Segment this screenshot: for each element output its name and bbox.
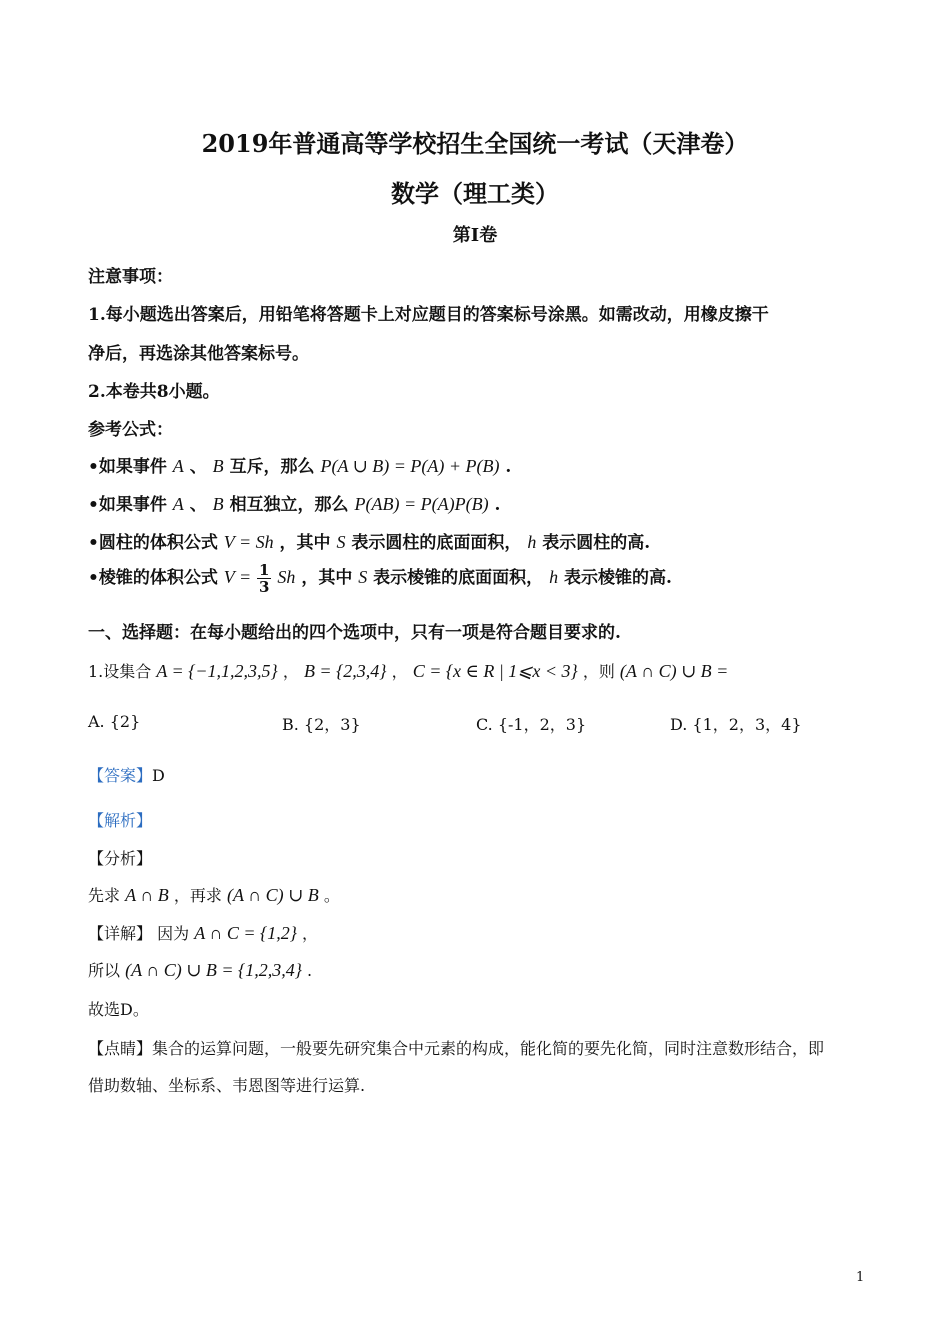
question-expression: (A ∩ C) ∪ B = <box>619 661 729 681</box>
math-var: A <box>172 456 184 476</box>
formula-text: 表示棱锥的高. <box>564 568 672 588</box>
math-expression: Sh <box>277 567 296 587</box>
analysis-text: 先求 <box>88 886 121 905</box>
notice-item-2: 2.本卷共8小题。 <box>88 382 220 402</box>
math-expression: V = Sh <box>223 532 274 552</box>
detail-tag: 【详解】 <box>88 924 153 943</box>
formula-cylinder <box>88 528 650 553</box>
math-var: S <box>358 567 368 587</box>
math-expression: (A ∩ C) ∪ B = {1,2,3,4} <box>125 960 302 980</box>
formula-text: •棱锥的体积公式 <box>88 568 218 588</box>
math-var: h <box>527 532 537 552</box>
section-heading: 一、选择题：在每小题给出的四个选项中，只有一项是符合题目要求的. <box>88 623 621 643</box>
comment-line-1 <box>88 1036 824 1059</box>
question-text: ， <box>282 662 299 681</box>
math-expression: P(AB) = P(A)P(B) <box>354 494 489 514</box>
fraction-numerator: 1 <box>259 561 270 579</box>
notice-heading: 注意事项： <box>88 267 173 287</box>
notice-item-1-line-1: 1.每小题选出答案后，用铅笔将答题卡上对应题目的答案标号涂黑。如需改动，用橡皮擦干 <box>88 305 769 325</box>
exam-subtitle: 数学（理工类） <box>391 179 559 208</box>
fenxi-tag: 【分析】 <box>88 849 153 868</box>
fraction <box>257 562 271 595</box>
volume-label: 第Ⅰ卷 <box>452 225 498 246</box>
formula-pyramid <box>88 562 672 595</box>
formula-text: ，其中 <box>301 568 353 588</box>
formula-text: •如果事件 <box>88 495 167 515</box>
exam-title: 2019年普通高等学校招生全国统一考试（天津卷） <box>201 129 749 158</box>
math-expression: A ∩ B <box>125 885 169 905</box>
option-b[interactable]: B. {2，3} <box>282 715 361 734</box>
option-c[interactable]: C. {-1，2，3} <box>476 715 587 734</box>
option-a[interactable]: A. {2} <box>88 712 141 731</box>
so-text: 所以 <box>88 961 121 980</box>
formula-text: ，其中 <box>279 533 331 553</box>
so-line <box>88 958 312 981</box>
answer-value: D <box>152 766 165 785</box>
comment-tag: 【点睛】 <box>88 1039 153 1058</box>
detail-text: ， <box>302 924 319 943</box>
math-var: S <box>336 532 346 552</box>
formula-text: 表示棱锥的底面面积， <box>373 568 544 588</box>
notice-item-1-line-2: 净后，再选涂其他答案标号。 <box>88 344 309 364</box>
formula-text: •圆柱的体积公式 <box>88 533 218 553</box>
math-expression: V = <box>223 567 252 587</box>
math-expression: P(A ∪ B) = P(A) + P(B) <box>320 456 500 476</box>
question-text: ， <box>391 662 408 681</box>
set-a: A = {−1,1,2,3,5} <box>156 661 278 681</box>
formula-text: 相互独立，那么 <box>229 495 349 515</box>
comment-line-2: 借助数轴、坐标系、韦恩图等进行运算. <box>88 1076 366 1095</box>
detail-text: 因为 <box>157 924 190 943</box>
formula-exclusive <box>88 452 511 477</box>
set-b: B = {2,3,4} <box>303 661 387 681</box>
formula-text: 表示圆柱的底面面积， <box>351 533 522 553</box>
page-number: 1 <box>856 1270 865 1285</box>
pick-line: 故选D。 <box>88 1000 149 1019</box>
answer-tag: 【答案】 <box>88 766 153 785</box>
math-expression: (A ∩ C) ∪ B <box>226 885 319 905</box>
formulas-heading: 参考公式： <box>88 420 173 440</box>
comment-text: 集合的运算问题，一般要先研究集合中元素的构成，能化简的要先化简，同时注意数形结合，即 <box>152 1039 825 1058</box>
formula-independent <box>88 490 500 515</box>
formula-text: . <box>505 457 512 477</box>
math-var: B <box>212 494 224 514</box>
so-text: . <box>307 961 313 980</box>
fraction-denominator: 3 <box>259 578 270 596</box>
math-var: A <box>172 494 184 514</box>
math-expression: A ∩ C = {1,2} <box>194 923 297 943</box>
math-var: h <box>549 567 559 587</box>
formula-text: 、 <box>189 457 207 477</box>
analysis-step <box>88 883 340 906</box>
formula-text: 互斥，那么 <box>229 457 315 477</box>
math-var: B <box>212 456 224 476</box>
set-c: C = {x ∈ R | 1⩽x < 3} <box>412 661 578 681</box>
formula-text: 、 <box>189 495 207 515</box>
detail-line <box>88 921 318 944</box>
formula-text: •如果事件 <box>88 457 167 477</box>
answer-line <box>88 763 165 786</box>
formula-text: . <box>494 495 501 515</box>
analysis-tag: 【解析】 <box>88 811 153 830</box>
analysis-text: ，再求 <box>173 886 222 905</box>
formula-text: 表示圆柱的高. <box>542 533 651 553</box>
analysis-text: 。 <box>323 886 340 905</box>
option-d[interactable]: D. {1，2，3，4} <box>670 715 802 734</box>
question-text: ，则 <box>582 662 615 681</box>
question-text: 1.设集合 <box>88 662 152 681</box>
question-1 <box>88 659 728 682</box>
